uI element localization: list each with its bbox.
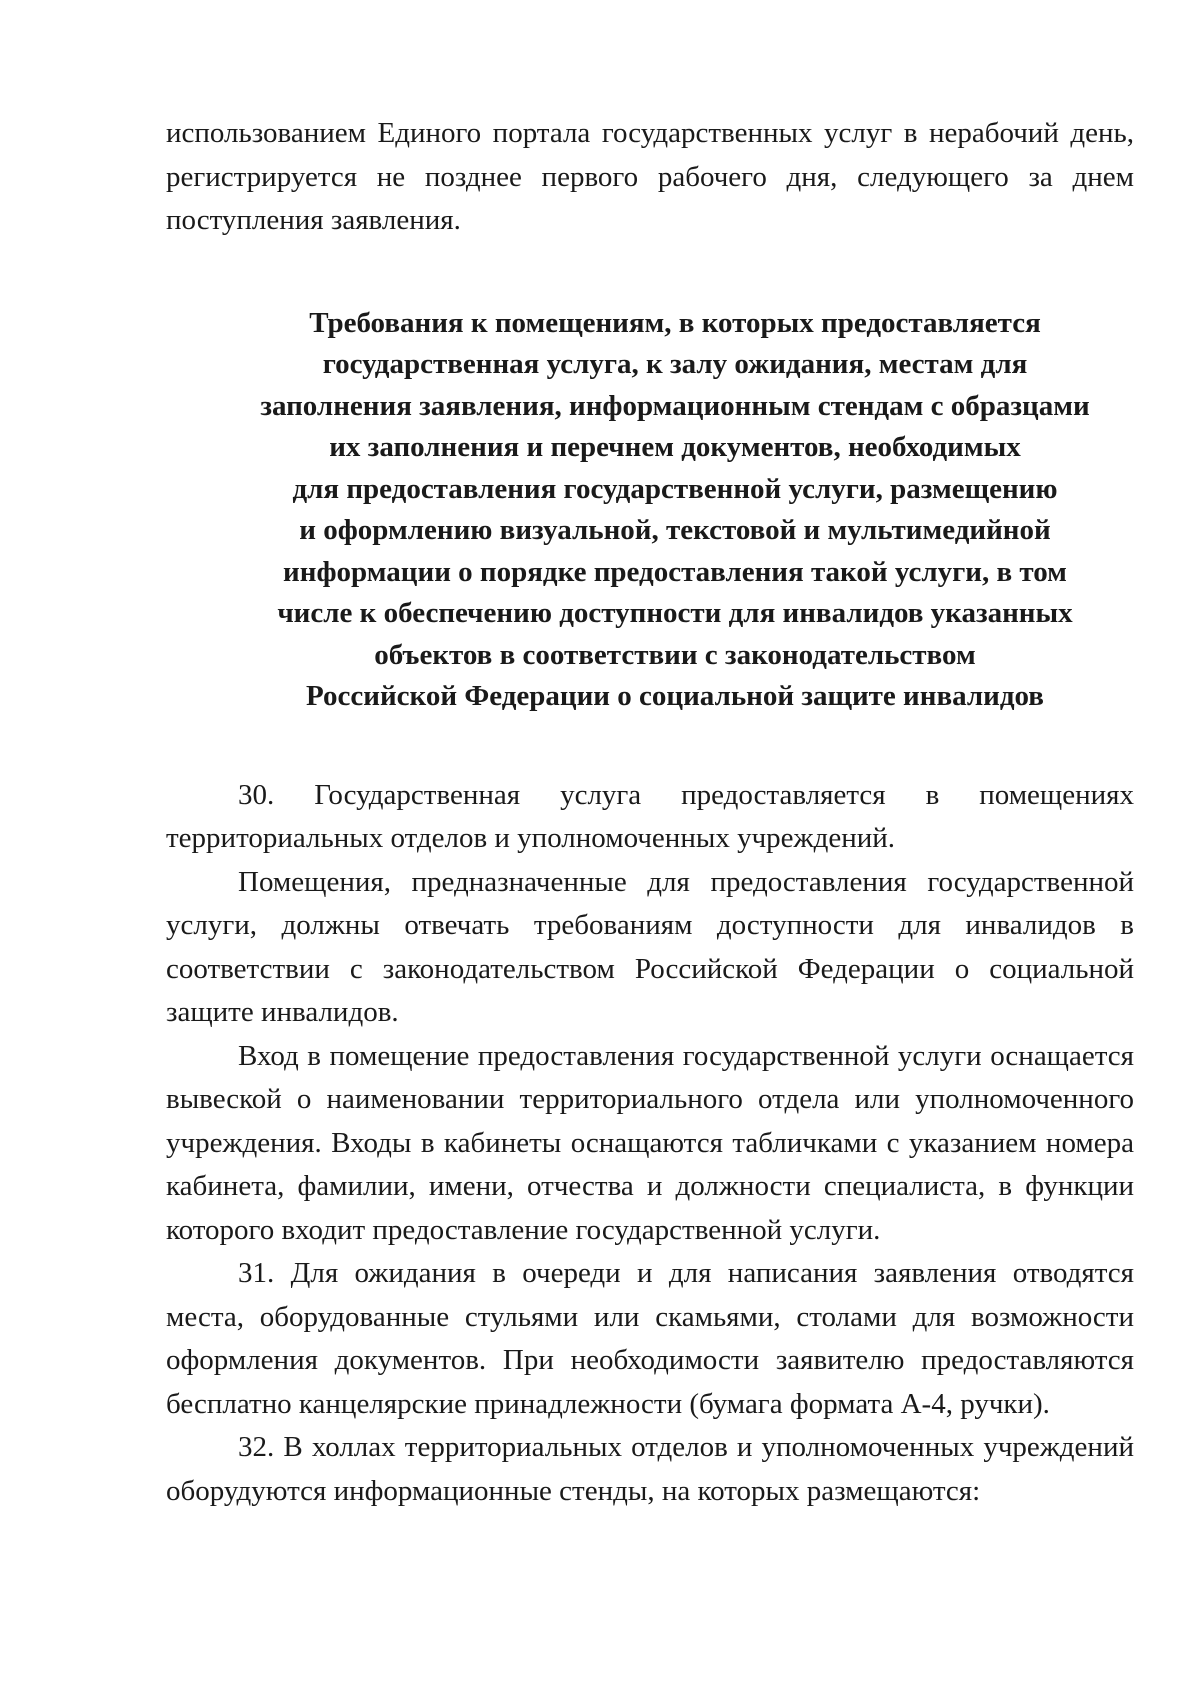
section-heading (166, 303, 1134, 718)
heading-line: для предоставления государственной услуги, размещению (292, 472, 1058, 505)
paragraph-entrance: Вход в помещение предоставления государственной услуги оснащается вывеской о наименовании территориального отдела или уполномоченного учреждения. Входы в кабинеты оснащаются табличками с указанием номера кабинета, фамилии, имени, отчества и должности специалиста, в функции которого входит предоставление государственной услуги. (166, 1039, 1134, 1246)
heading-line: числе к обеспечению доступности для инвалидов указанных (277, 597, 1073, 629)
intro-paragraph: использованием Единого портала государственных услуг в нерабочий день, регистрируется не позднее первого рабочего дня, следующего за днем поступления заявления. (166, 117, 1134, 236)
paragraph-30: 30. Государственная услуга предоставляется в помещениях территориальных отделов и уполномоченных учреждений. (166, 778, 1134, 854)
paragraph-31: 31. Для ожидания в очереди и для написания заявления отводятся места, оборудованные стульями или скамьями, столами для возможности оформления документов. При необходимости заявителю предоставляются бесплатно канцелярские принадлежности (бумага формата А-4, ручки). (166, 1257, 1134, 1420)
heading-line: Российской Федерации о социальной защите инвалидов (306, 680, 1044, 712)
heading-line: государственная услуга, к залу ожидания, местам для (322, 348, 1028, 380)
paragraph-32: 32. В холлах территориальных отделов и уполномоченных учреждений оборудуются информационные стенды, на которых размещаются: (166, 1431, 1134, 1507)
heading-line: информации о порядке предоставления такой услуги, в том (283, 555, 1067, 588)
heading-line: объектов в соответствии с законодательством (374, 638, 976, 671)
heading-line: Требования к помещениям, в которых предоставляется (309, 306, 1041, 339)
document-body (166, 112, 1134, 1513)
heading-line: и оформлению визуальной, текстовой и мультимедийной (299, 514, 1051, 546)
heading-line: заполнения заявления, информационным стендам с образцами (260, 389, 1090, 422)
heading-line: их заполнения и перечнем документов, необходимых (329, 431, 1021, 463)
paragraph-premises: Помещения, предназначенные для предоставления государственной услуги, должны отвечать требованиям доступности для инвалидов в соответствии с законодательством Российской Федерации о социальной защите инвалидов. (166, 865, 1134, 1028)
